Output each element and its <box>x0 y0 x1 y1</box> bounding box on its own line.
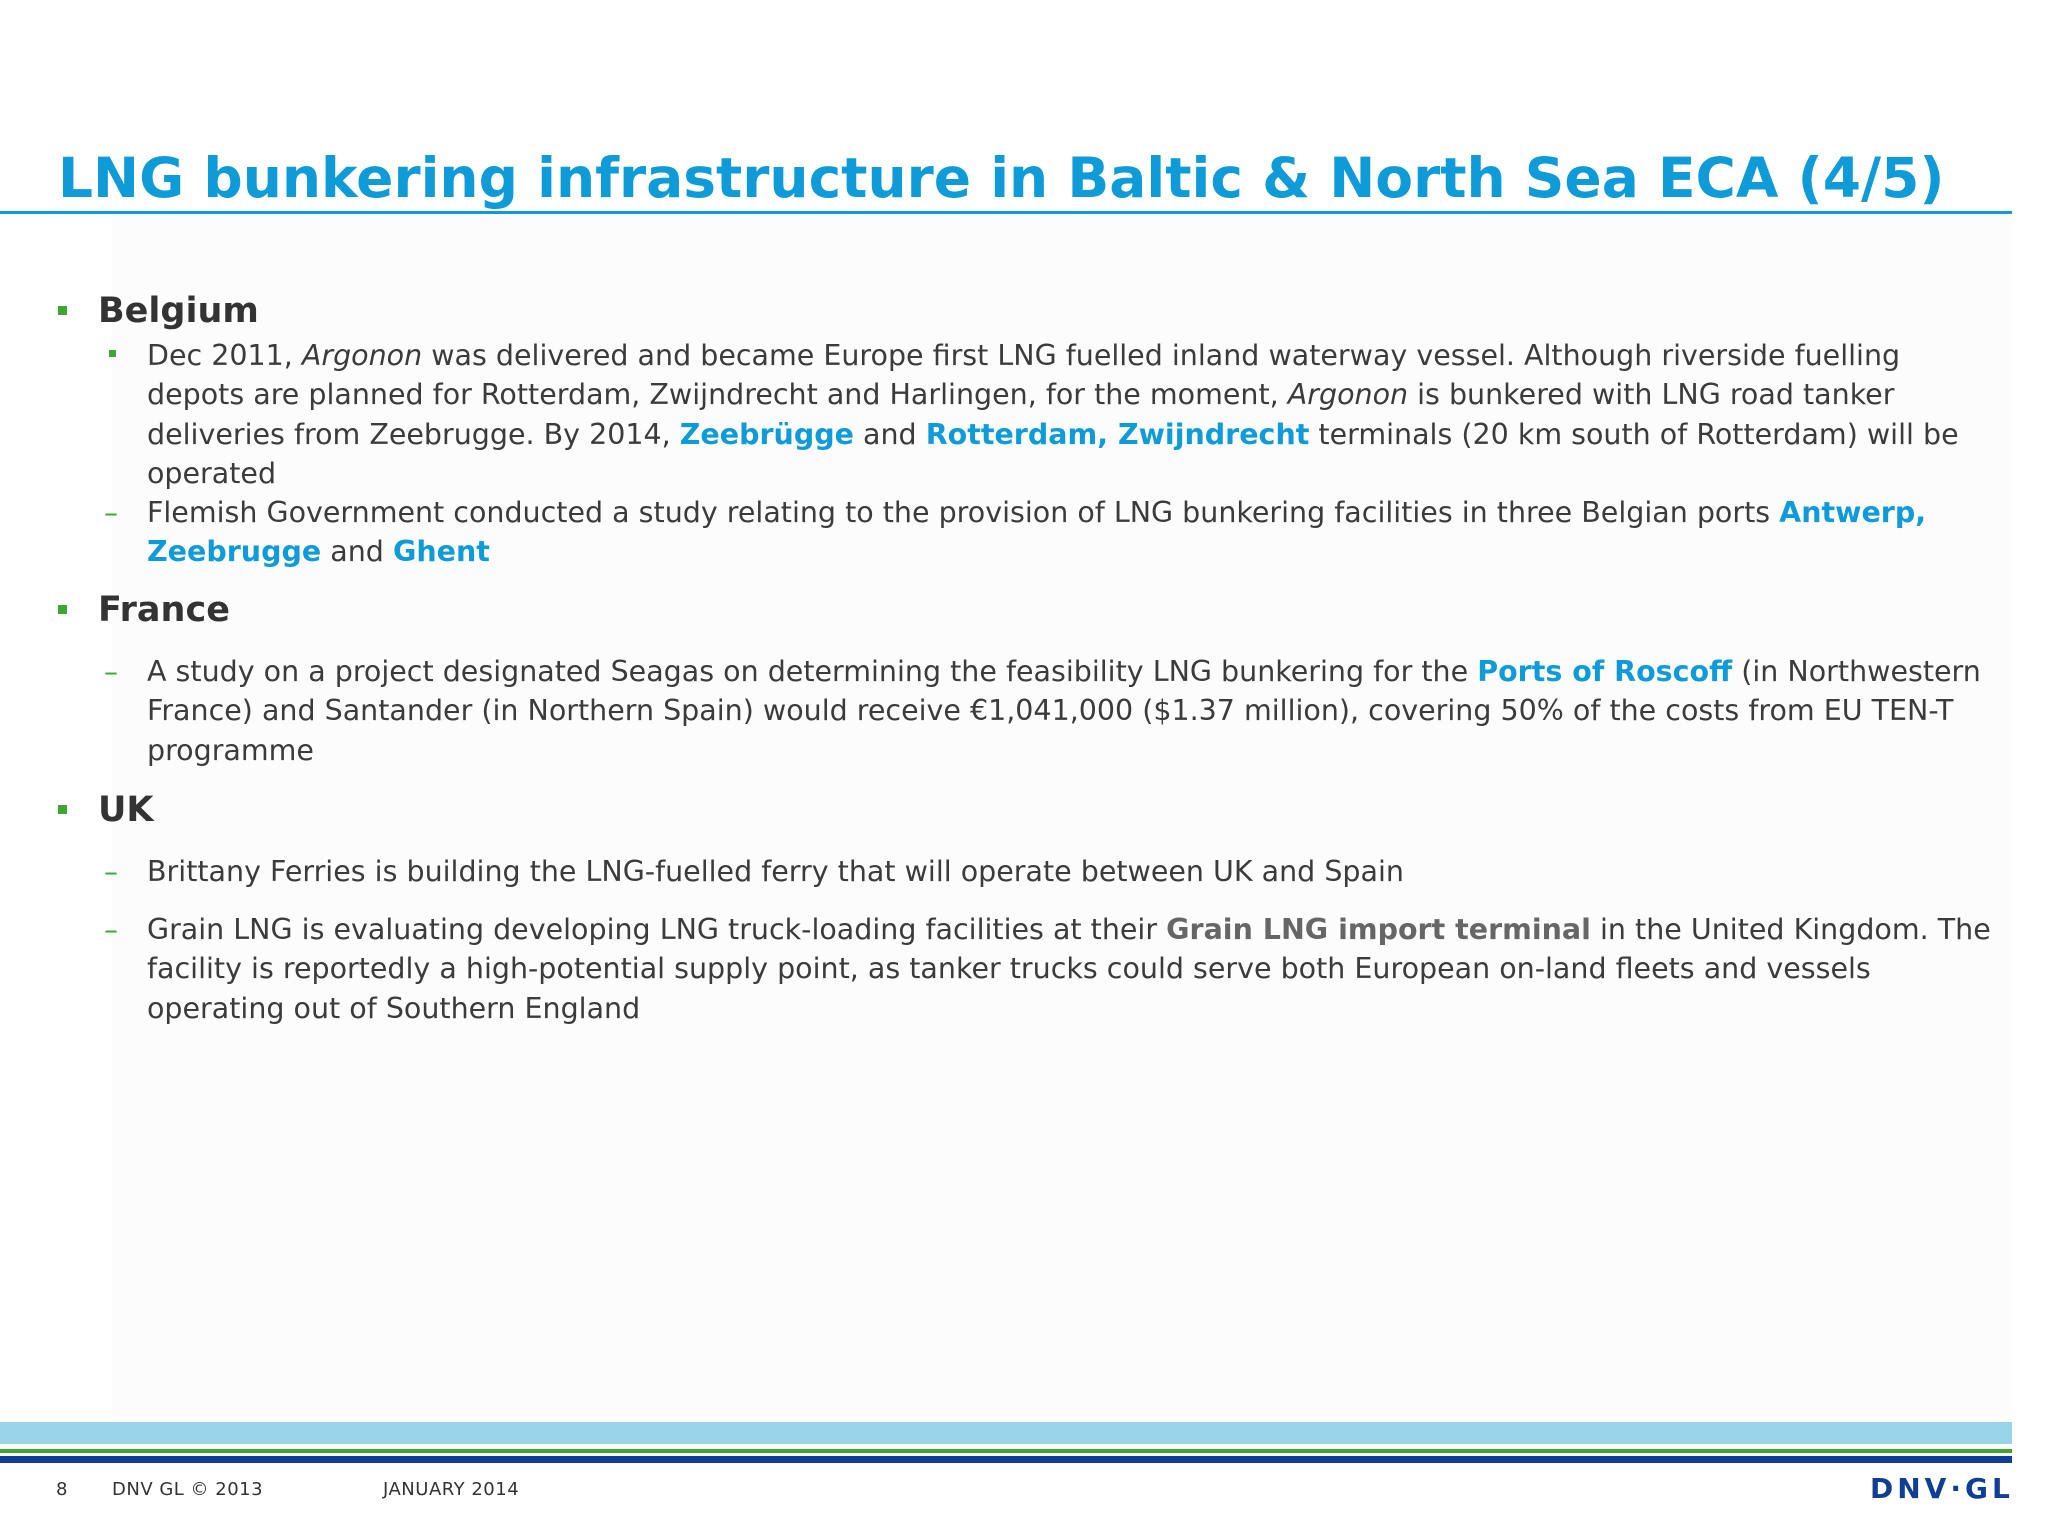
belgium-item-argonon: Dec 2011, Argonon was delivered and became Europe first LNG fuelled inland waterway vessel. Although riverside fuelling depots are planned for Rotterdam, Zwijndrecht and Harlingen, for the moment, Argonon is bunkered with LNG road tanker deliveries from Zeebrugge. By 2014, Zeebrügge and Rotterdam, Zwijndrecht terminals (20 km south of Rotterdam) will be operated <box>147 339 1959 490</box>
highlight-ports-of-roscoff: Ports of Roscoff <box>1477 655 1733 688</box>
highlight-rotterdam-zwijndrecht: Rotterdam, Zwijndrecht <box>925 417 1310 451</box>
title-underline <box>0 211 2012 214</box>
footer-band-light-blue <box>0 1422 2012 1444</box>
highlight-ghent: Ghent <box>392 535 490 569</box>
dash-bullet-icon: – <box>104 496 118 529</box>
page-number: 8 <box>56 1479 68 1500</box>
footer-band-green <box>0 1449 2012 1453</box>
square-bullet-icon <box>109 350 116 357</box>
section-heading-france: France <box>98 590 230 630</box>
highlight-antwerp-zeebrugge: Antwerp, Zeebrugge <box>147 496 1927 569</box>
section-heading-belgium: Belgium <box>98 291 259 331</box>
dash-bullet-icon: – <box>104 913 118 946</box>
square-bullet-icon <box>58 605 67 614</box>
dash-bullet-icon: – <box>104 855 118 888</box>
square-bullet-icon <box>58 805 67 814</box>
highlight-zeebrugge: Zeebrügge <box>679 417 854 451</box>
belgium-item-flemish-study: Flemish Government conducted a study relating to the provision of LNG bunkering facilities in three Belgian ports Antwerp, Zeebrugge and Ghent <box>147 496 1927 569</box>
footer-copyright: DNV GL © 2013 <box>112 1479 264 1500</box>
uk-item-grain-lng: Grain LNG is evaluating developing LNG truck-loading facilities at their Grain LNG import terminal in the United Kingdom. The facility is reportedly a high-potential supply point, as tanker trucks could serve both European on-land fleets and vessels operating out of Southern England <box>147 913 1991 1025</box>
footer-date: JANUARY 2014 <box>383 1479 520 1500</box>
square-bullet-icon <box>58 306 67 315</box>
uk-item-brittany-ferries: Brittany Ferries is building the LNG-fuelled ferry that will operate between UK and Spain <box>147 855 1404 888</box>
slide-title: LNG bunkering infrastructure in Baltic & North Sea ECA (4/5) <box>58 146 1945 210</box>
highlight-grain-lng-terminal: Grain LNG import terminal <box>1166 913 1591 946</box>
footer-band-navy <box>0 1456 2012 1463</box>
dash-bullet-icon: – <box>104 655 118 688</box>
dnv-gl-logo: DNV·GL <box>1870 1472 2014 1505</box>
section-heading-uk: UK <box>98 790 154 830</box>
france-item-seagas: A study on a project designated Seagas on determining the feasibility LNG bunkering for the Ports of Roscoff (in Northwestern France) and Santander (in Northern Spain) would receive €1,041,000 ($1.37 million), covering 50% of the costs from EU TEN-T programme <box>147 655 1981 767</box>
